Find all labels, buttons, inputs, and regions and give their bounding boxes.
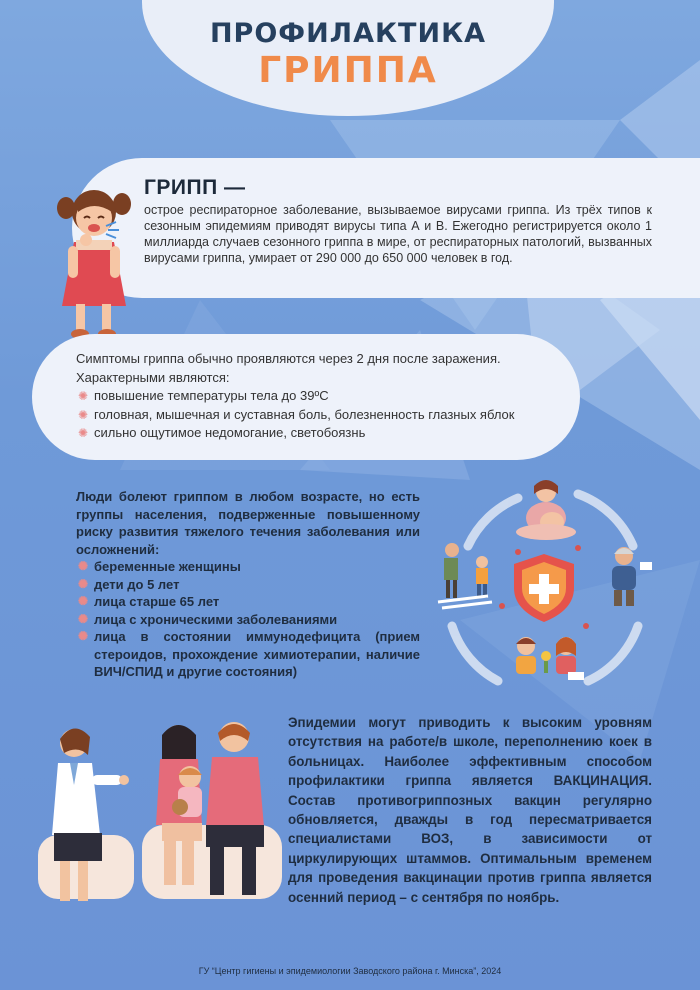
symptoms-intro: Симптомы гриппа обычно проявляются через 2 дня после заражения. <box>76 351 501 366</box>
symptom-item: ✺ повышение температуры тела до 39ºС <box>76 387 556 406</box>
symptoms-block <box>76 350 556 443</box>
title-line-1: ПРОФИЛАКТИКА <box>209 18 487 49</box>
flu-definition-text: острое респираторное заболевание, вызываемое вирусами гриппа. Из трёх типов к сезонным эпидемиям приводят вирусы типа А и В. Ежегодно регистрируется около 1 миллиарда случаев сезонного гриппа в мире, от респираторных патологий, вызванных вирусами гриппа, умирает от 290 000 до 650 000 человек в год. <box>144 203 652 265</box>
risk-group-item: ✺ лица в состоянии иммунодефицита (прием стероидов, прохождение химиотерапии, наличие ВИЧ/СПИД и другие состояния) <box>78 629 420 679</box>
epidemics-text: Эпидемии могут приводить к высоким уровням отсутствия на работе/в школе, переполнению коек в больницах. Наиболее эффективным способом профилактики гриппа является ВАКЦИНАЦИЯ. Состав противогриппозных вакцин регулярно обновляется, дважды в год пересматривается специалистами ВОЗ, в зависимости от циркулирующих штаммов. Оптимальным временем для проведения вакцинации против гриппа является осенний период – с сентября по ноябрь. <box>288 715 652 905</box>
virus-bullet-icon: ✺ <box>78 611 89 626</box>
risk-groups-illustration <box>428 476 660 698</box>
symptom-item: ✺ головная, мышечная и суставная боль, болезненность глазных яблок <box>76 406 556 425</box>
virus-bullet-icon: ✺ <box>78 629 89 643</box>
virus-bullet-icon: ✺ <box>78 426 89 440</box>
virus-bullet-icon: ✺ <box>78 407 89 422</box>
risk-group-item: ✺ дети до 5 лет <box>78 576 180 592</box>
risk-group-item: ✺ беременные женщины <box>78 559 241 574</box>
risk-groups-block <box>76 488 420 681</box>
title-line-2: ГРИППА <box>258 50 438 91</box>
risk-group-item: ✺ лица с хроническими заболеваниями <box>78 611 338 627</box>
virus-bullet-icon: ✺ <box>78 559 89 573</box>
flu-heading: ГРИПП — <box>144 176 246 199</box>
virus-bullet-icon: ✺ <box>78 389 89 403</box>
coughing-girl-illustration <box>52 182 144 344</box>
virus-bullet-icon: ✺ <box>78 576 89 591</box>
footer-credit: ГУ “Центр гигиены и эпидемиологии Заводского района г. Минска”, 2024 <box>198 966 502 976</box>
symptoms-characteristic-label: Характерными являются: <box>76 369 230 385</box>
symptom-item: ✺ сильно ощутимое недомогание, светобоязнь <box>76 424 556 443</box>
doctor-family-illustration <box>30 715 282 925</box>
virus-bullet-icon: ✺ <box>78 594 89 608</box>
risk-groups-intro: Люди болеют гриппом в любом возрасте, но есть группы населения, подверженные повышенному риску развития тяжелого течения заболевания или осложнений: <box>76 489 420 557</box>
risk-group-item: ✺ лица старше 65 лет <box>78 594 220 609</box>
